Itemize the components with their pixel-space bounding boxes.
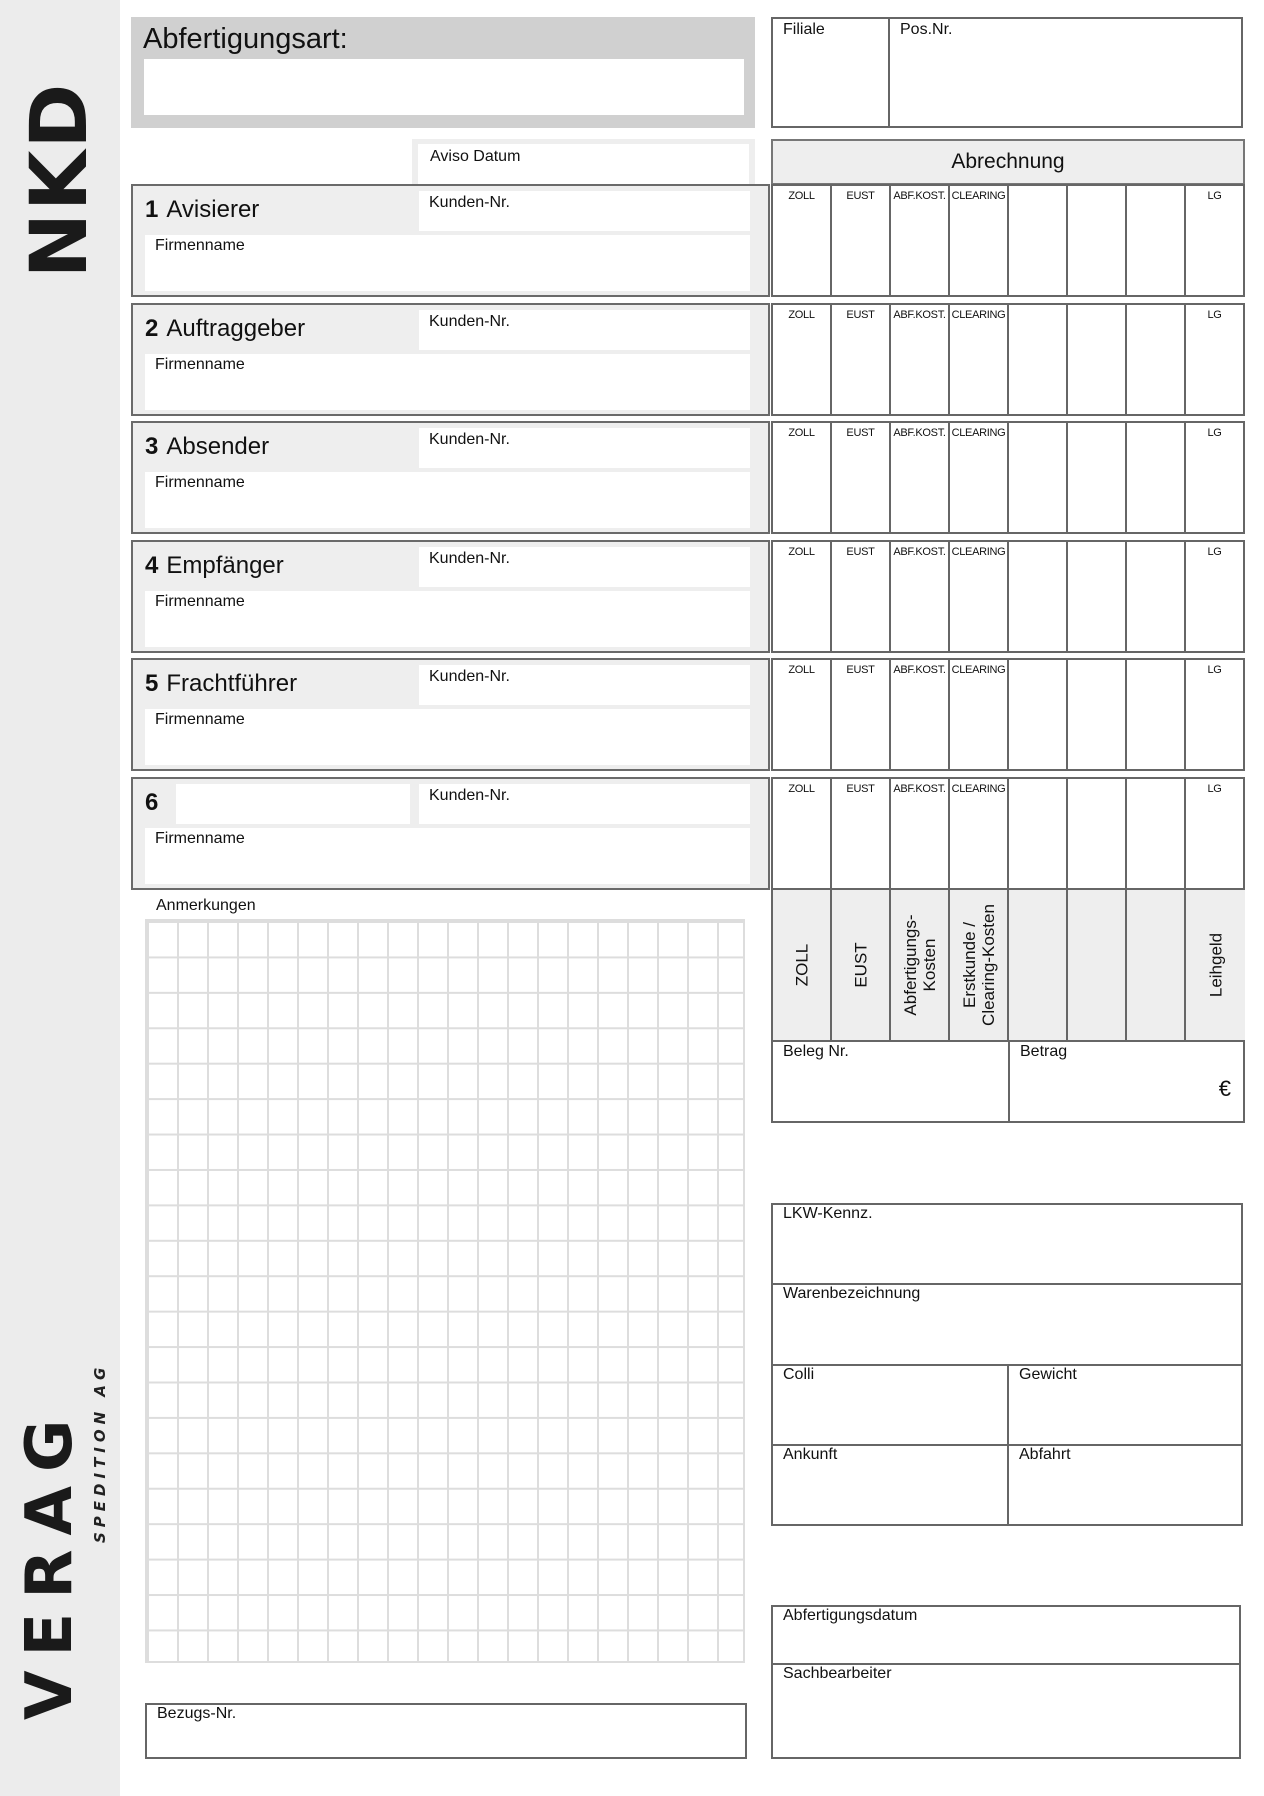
billing-column-label: ZOLL bbox=[788, 664, 815, 676]
gewicht-label: Gewicht bbox=[1019, 1366, 1077, 1383]
billing-column-label: EUST bbox=[846, 545, 875, 558]
abfahrt-field[interactable] bbox=[1009, 1446, 1241, 1524]
section-number: 6 bbox=[145, 788, 159, 816]
billing-cell[interactable] bbox=[1127, 660, 1186, 769]
lkw-kennz-label: LKW-Kennz. bbox=[783, 1205, 873, 1222]
billing-column-label: EUST bbox=[846, 782, 875, 795]
section-name: Avisierer bbox=[166, 196, 260, 223]
verag-logo-subtitle: SPEDITION AG bbox=[91, 1362, 109, 1543]
billing-column-label: CLEARING bbox=[951, 545, 1006, 558]
billing-cell[interactable] bbox=[1127, 305, 1186, 414]
billing-cell[interactable] bbox=[950, 779, 1009, 888]
billing-summary-text: Leihgeld bbox=[1206, 932, 1225, 998]
billing-cell[interactable] bbox=[1009, 305, 1068, 414]
billing-cell[interactable] bbox=[1186, 779, 1245, 888]
posnr-field[interactable] bbox=[890, 19, 1241, 126]
section-name: Frachtführer bbox=[166, 670, 298, 697]
billing-row-2 bbox=[771, 303, 1245, 416]
billing-cell[interactable] bbox=[1068, 305, 1127, 414]
kunden-nr-label: Kunden-Nr. bbox=[429, 668, 510, 685]
colli-label: Colli bbox=[783, 1366, 815, 1383]
billing-cell[interactable] bbox=[1186, 423, 1245, 532]
section-title bbox=[145, 196, 259, 224]
billing-cell[interactable] bbox=[1186, 542, 1245, 651]
section-5 bbox=[131, 658, 770, 771]
billing-column-label: EUST bbox=[846, 664, 875, 676]
billing-summary-label bbox=[901, 914, 939, 1015]
billing-column-label: ABF.KOST. bbox=[893, 782, 946, 795]
section-title bbox=[145, 552, 284, 580]
aviso-datum-input[interactable] bbox=[418, 144, 749, 185]
firmenname-input[interactable] bbox=[145, 472, 750, 528]
kunden-nr-label: Kunden-Nr. bbox=[429, 549, 510, 567]
betrag-label: Betrag bbox=[1020, 1043, 1068, 1060]
billing-cell[interactable] bbox=[832, 542, 891, 651]
ankunft-field[interactable] bbox=[773, 1446, 1009, 1524]
billing-cell[interactable] bbox=[1068, 542, 1127, 651]
beleg-nr-label: Beleg Nr. bbox=[783, 1043, 849, 1060]
billing-summary-cell bbox=[950, 890, 1009, 1040]
kunden-nr-label: Kunden-Nr. bbox=[429, 431, 510, 448]
section-name: Empfänger bbox=[166, 551, 284, 579]
billing-summary-label bbox=[960, 904, 998, 1026]
section-number: 3 bbox=[145, 433, 159, 460]
billing-cell[interactable] bbox=[950, 542, 1009, 651]
billing-cell[interactable] bbox=[1186, 305, 1245, 414]
billing-summary-label bbox=[851, 942, 870, 987]
billing-cell[interactable] bbox=[1009, 423, 1068, 532]
billing-cell[interactable] bbox=[1009, 779, 1068, 888]
abrechnung-header bbox=[771, 139, 1245, 185]
billing-cell[interactable] bbox=[1068, 779, 1127, 888]
billing-column-label: CLEARING bbox=[951, 308, 1006, 321]
filiale-label: Filiale bbox=[783, 21, 825, 38]
betrag-field[interactable] bbox=[1010, 1042, 1243, 1121]
billing-cell[interactable] bbox=[1186, 186, 1245, 295]
billing-summary-cell bbox=[1068, 890, 1127, 1040]
abfahrt-label: Abfahrt bbox=[1019, 1446, 1071, 1463]
firmenname-input[interactable] bbox=[145, 235, 750, 291]
billing-column-label: ZOLL bbox=[788, 308, 815, 321]
billing-cell[interactable] bbox=[1127, 542, 1186, 651]
firmenname-input[interactable] bbox=[145, 828, 750, 884]
billing-summary-text: Kosten bbox=[919, 938, 939, 992]
firmenname-input[interactable] bbox=[145, 709, 750, 765]
billing-row-6 bbox=[771, 777, 1245, 890]
billing-cell[interactable] bbox=[1068, 186, 1127, 295]
firmenname-label: Firmenname bbox=[155, 829, 245, 847]
billing-cell[interactable] bbox=[773, 186, 832, 295]
billing-column-label: CLEARING bbox=[951, 664, 1006, 676]
billing-summary-text: Clearing-Kosten bbox=[978, 904, 998, 1026]
billing-cell[interactable] bbox=[950, 305, 1009, 414]
kunden-nr-input[interactable] bbox=[419, 191, 750, 231]
sachbearbeiter-label: Sachbearbeiter bbox=[783, 1665, 892, 1682]
billing-column-label: ABF.KOST. bbox=[893, 664, 946, 676]
section-2 bbox=[131, 303, 770, 416]
firmenname-input[interactable] bbox=[145, 591, 750, 647]
abfertigungsdatum-label: Abfertigungsdatum bbox=[783, 1607, 918, 1624]
lkw-kennz-field[interactable] bbox=[773, 1205, 1241, 1285]
billing-cell[interactable] bbox=[1068, 660, 1127, 769]
billing-cell[interactable] bbox=[891, 186, 950, 295]
sachbearbeiter-field[interactable] bbox=[773, 1665, 1239, 1757]
billing-cell[interactable] bbox=[950, 660, 1009, 769]
abfertigungsart-input[interactable] bbox=[144, 59, 744, 115]
section-number: 5 bbox=[145, 670, 159, 697]
billing-cell[interactable] bbox=[832, 779, 891, 888]
nkd-logo: NKD bbox=[15, 81, 105, 279]
warenbezeichnung-label: Warenbezeichnung bbox=[783, 1285, 921, 1302]
section-title bbox=[145, 789, 166, 817]
abfertigungsart-label: Abfertigungsart: bbox=[143, 23, 348, 55]
section-name: Auftraggeber bbox=[166, 314, 306, 342]
section-title bbox=[145, 433, 269, 461]
billing-column-label: ABF.KOST. bbox=[893, 190, 946, 202]
billing-summary-text: Erstkunde / bbox=[959, 922, 979, 1008]
ankunft-label: Ankunft bbox=[783, 1446, 838, 1463]
billing-column-label: ZOLL bbox=[788, 427, 815, 439]
billing-summary-text: EUST bbox=[851, 942, 870, 988]
colli-field[interactable] bbox=[773, 1366, 1009, 1446]
billing-cell[interactable] bbox=[950, 186, 1009, 295]
euro-icon: € bbox=[1218, 1076, 1231, 1101]
billing-cell[interactable] bbox=[1186, 660, 1245, 769]
abfertigungsdatum-field[interactable] bbox=[773, 1607, 1239, 1665]
verag-logo: VERAG bbox=[13, 1405, 87, 1720]
warenbezeichnung-field[interactable] bbox=[773, 1285, 1241, 1366]
billing-column-label: LG bbox=[1207, 664, 1222, 676]
billing-column-label: EUST bbox=[846, 308, 875, 321]
section-6 bbox=[131, 777, 770, 890]
billing-row-5 bbox=[771, 658, 1245, 771]
billing-cell[interactable] bbox=[832, 660, 891, 769]
billing-summary-cell bbox=[773, 890, 832, 1040]
filiale-posnr-box bbox=[771, 17, 1243, 128]
kunden-nr-input[interactable] bbox=[419, 547, 750, 587]
billing-column-label: ZOLL bbox=[788, 190, 815, 202]
billing-summary-cell bbox=[832, 890, 891, 1040]
kunden-nr-label: Kunden-Nr. bbox=[429, 194, 510, 211]
kunden-nr-input[interactable] bbox=[419, 310, 750, 350]
billing-cell[interactable] bbox=[1127, 423, 1186, 532]
billing-column-label: CLEARING bbox=[951, 782, 1006, 795]
anmerkungen-label: Anmerkungen bbox=[156, 897, 256, 914]
billing-cell[interactable] bbox=[773, 779, 832, 888]
bezugs-nr-label: Bezugs-Nr. bbox=[157, 1705, 237, 1722]
billing-summary-cell bbox=[1009, 890, 1068, 1040]
billing-cell[interactable] bbox=[1009, 542, 1068, 651]
billing-cell[interactable] bbox=[891, 305, 950, 414]
beleg-betrag-box bbox=[771, 1042, 1245, 1123]
billing-summary-label bbox=[792, 944, 811, 987]
billing-cell[interactable] bbox=[773, 660, 832, 769]
bezugs-nr-field[interactable] bbox=[145, 1703, 747, 1759]
billing-cell[interactable] bbox=[950, 423, 1009, 532]
billing-summary-cell bbox=[891, 890, 950, 1040]
section-title bbox=[145, 670, 297, 698]
billing-row-3 bbox=[771, 421, 1245, 534]
billing-column-label: LG bbox=[1207, 545, 1222, 558]
billing-cell[interactable] bbox=[773, 542, 832, 651]
kunden-nr-input[interactable] bbox=[419, 784, 750, 824]
billing-cell[interactable] bbox=[891, 423, 950, 532]
billing-column-label: EUST bbox=[846, 427, 875, 439]
firmenname-label: Firmenname bbox=[155, 237, 245, 254]
transport-box bbox=[771, 1203, 1243, 1526]
billing-column-label: CLEARING bbox=[951, 190, 1006, 202]
billing-summary-cell bbox=[1127, 890, 1186, 1040]
billing-cell[interactable] bbox=[773, 305, 832, 414]
billing-summary-label bbox=[1206, 933, 1225, 997]
billing-cell[interactable] bbox=[1009, 186, 1068, 295]
section-number: 4 bbox=[145, 551, 159, 579]
billing-cell[interactable] bbox=[1009, 660, 1068, 769]
billing-cell[interactable] bbox=[832, 423, 891, 532]
kunden-nr-label: Kunden-Nr. bbox=[429, 312, 510, 330]
firmenname-input[interactable] bbox=[145, 354, 750, 410]
billing-row-1 bbox=[771, 184, 1245, 297]
section-name: Absender bbox=[166, 433, 270, 460]
billing-cell[interactable] bbox=[891, 779, 950, 888]
kunden-nr-input[interactable] bbox=[419, 428, 750, 468]
billing-column-label: LG bbox=[1207, 190, 1222, 202]
section-1 bbox=[131, 184, 770, 297]
billing-cell[interactable] bbox=[832, 186, 891, 295]
abfertigung-box bbox=[771, 1605, 1241, 1759]
billing-summary-text: ZOLL bbox=[792, 943, 811, 987]
sidebar bbox=[0, 0, 120, 1796]
aviso-datum-label: Aviso Datum bbox=[430, 148, 521, 165]
billing-row-4 bbox=[771, 540, 1245, 653]
billing-column-label: LG bbox=[1207, 427, 1222, 439]
abrechnung-title: Abrechnung bbox=[951, 150, 1065, 173]
firmenname-label: Firmenname bbox=[155, 592, 245, 610]
billing-column-label: ABF.KOST. bbox=[893, 427, 946, 439]
billing-cell[interactable] bbox=[1068, 423, 1127, 532]
section-name-input[interactable] bbox=[176, 784, 410, 824]
aviso-panel bbox=[412, 139, 755, 185]
billing-column-label: ZOLL bbox=[788, 545, 815, 558]
kunden-nr-input[interactable] bbox=[419, 665, 750, 705]
firmenname-label: Firmenname bbox=[155, 355, 245, 373]
billing-column-label: LG bbox=[1207, 308, 1222, 321]
gewicht-field[interactable] bbox=[1009, 1366, 1241, 1446]
firmenname-label: Firmenname bbox=[155, 474, 245, 491]
billing-column-label: CLEARING bbox=[951, 427, 1006, 439]
section-number: 1 bbox=[145, 196, 159, 223]
billing-column-label: EUST bbox=[846, 190, 875, 202]
kunden-nr-label: Kunden-Nr. bbox=[429, 786, 510, 804]
section-title bbox=[145, 315, 305, 343]
billing-column-label: ZOLL bbox=[788, 782, 815, 795]
billing-column-label: ABF.KOST. bbox=[893, 545, 946, 558]
abfertigungsart-panel bbox=[131, 17, 755, 128]
billing-summary-cell bbox=[1186, 890, 1245, 1040]
billing-cell[interactable] bbox=[891, 660, 950, 769]
beleg-nr-field[interactable] bbox=[773, 1042, 1010, 1121]
billing-summary-text: Abfertigungs- bbox=[900, 914, 920, 1016]
posnr-label: Pos.Nr. bbox=[900, 21, 953, 38]
section-3 bbox=[131, 421, 770, 534]
section-4 bbox=[131, 540, 770, 653]
billing-cell[interactable] bbox=[1127, 186, 1186, 295]
billing-cell[interactable] bbox=[773, 423, 832, 532]
billing-summary-header bbox=[771, 888, 1245, 1042]
billing-column-label: LG bbox=[1207, 782, 1222, 795]
filiale-field[interactable] bbox=[773, 19, 890, 126]
firmenname-label: Firmenname bbox=[155, 711, 245, 728]
anmerkungen-grid[interactable] bbox=[145, 919, 745, 1663]
section-number: 2 bbox=[145, 314, 159, 342]
billing-column-label: ABF.KOST. bbox=[893, 308, 946, 321]
billing-cell[interactable] bbox=[891, 542, 950, 651]
billing-cell[interactable] bbox=[832, 305, 891, 414]
billing-cell[interactable] bbox=[1127, 779, 1186, 888]
